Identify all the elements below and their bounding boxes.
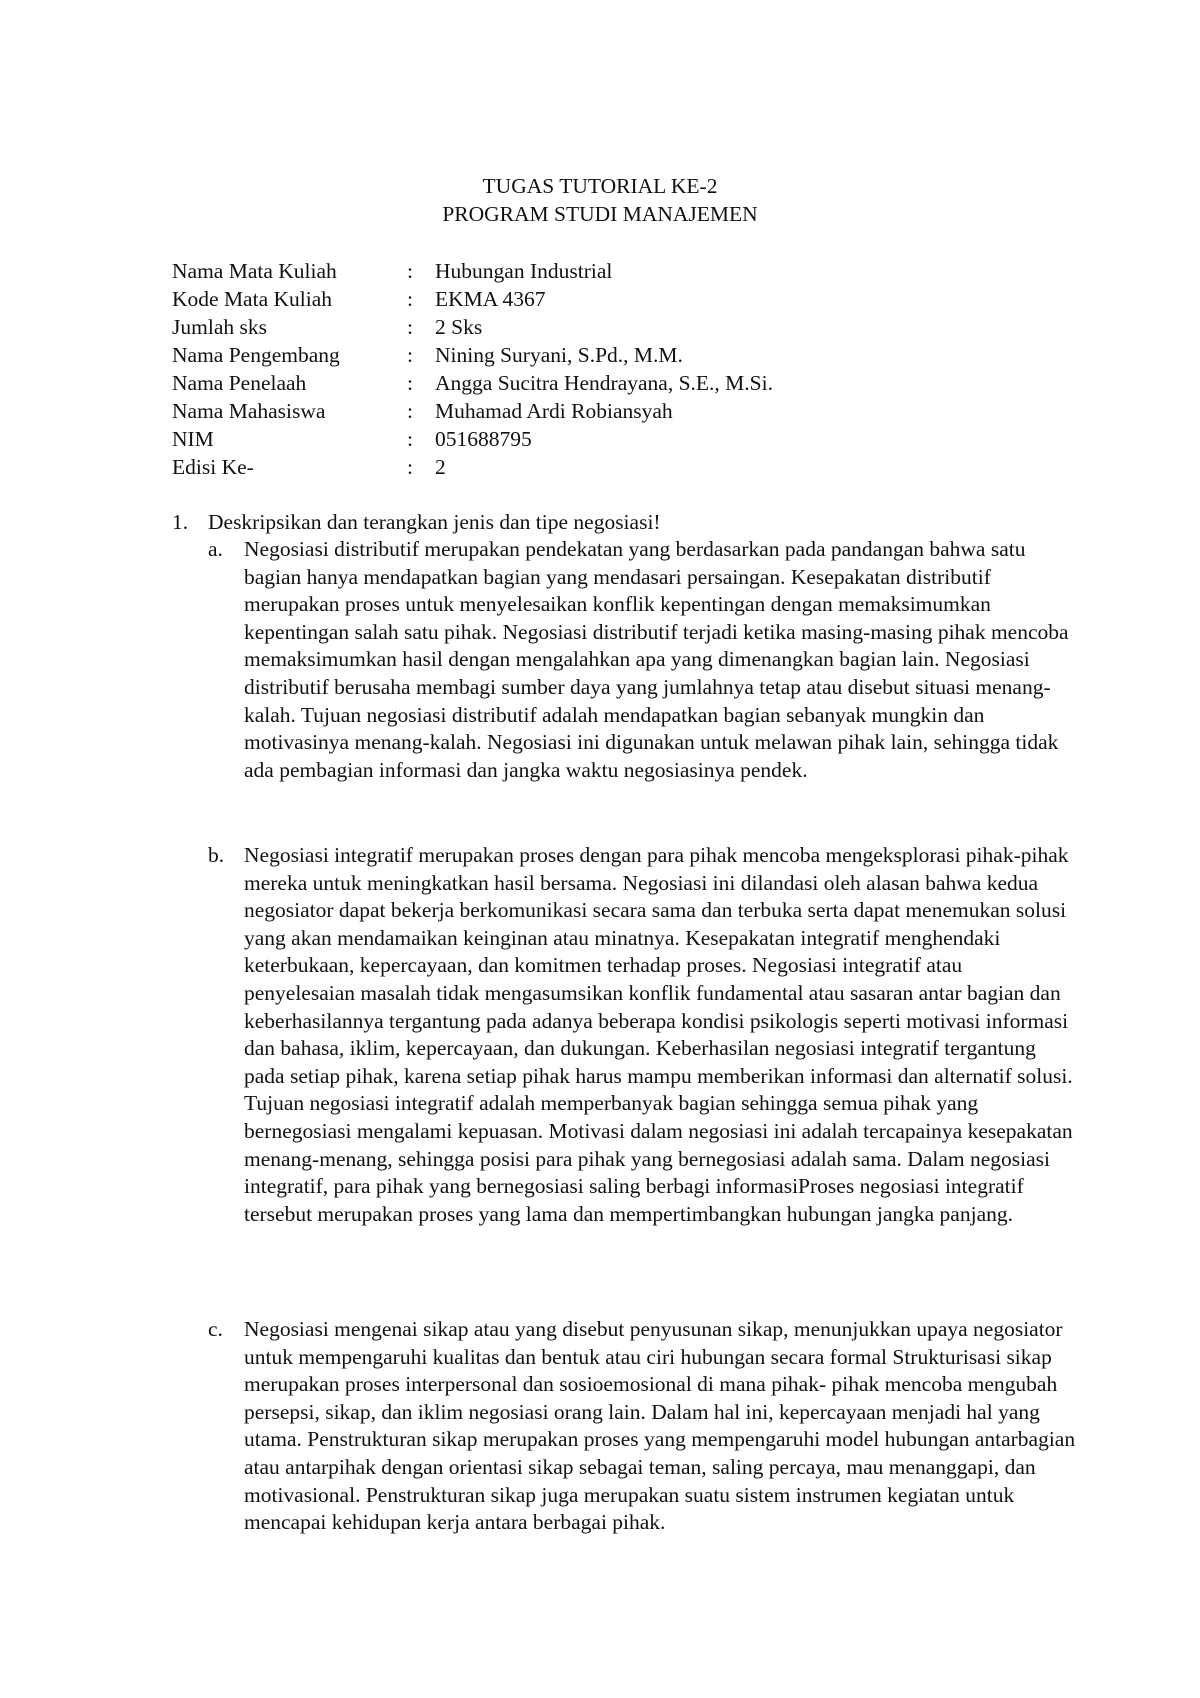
info-colon: : xyxy=(407,399,413,423)
info-label: NIM xyxy=(172,427,214,451)
item-letter: a. xyxy=(208,537,223,561)
question-number: 1. xyxy=(172,510,189,534)
info-value: Muhamad Ardi Robiansyah xyxy=(435,399,673,423)
answer-item-a xyxy=(208,536,1078,784)
info-label: Kode Mata Kuliah xyxy=(172,287,333,311)
info-value: Angga Sucitra Hendrayana, S.E., M.Si. xyxy=(435,371,773,395)
info-row-developer xyxy=(172,341,773,369)
info-row-reviewer xyxy=(172,369,773,397)
question-line xyxy=(172,508,1072,536)
answer-item-b xyxy=(208,842,1078,1228)
document-title: TUGAS TUTORIAL KE-2 xyxy=(482,174,718,198)
info-colon: : xyxy=(407,371,413,395)
info-row-edition xyxy=(172,453,773,481)
info-label: Nama Mahasiswa xyxy=(172,399,326,423)
info-value: 2 Sks xyxy=(435,315,483,339)
info-value: Hubungan Industrial xyxy=(435,259,613,283)
info-label: Nama Penelaah xyxy=(172,371,307,395)
info-label: Jumlah sks xyxy=(172,315,267,339)
info-value: Nining Suryani, S.Pd., M.M. xyxy=(435,343,683,367)
question-1 xyxy=(172,508,1072,536)
info-colon: : xyxy=(407,427,413,451)
info-row-course-name xyxy=(172,257,773,285)
course-info-table xyxy=(172,257,773,481)
info-colon: : xyxy=(407,259,413,283)
info-label: Nama Mata Kuliah xyxy=(172,259,337,283)
info-label: Edisi Ke- xyxy=(172,455,254,479)
item-letter: c. xyxy=(208,1317,223,1341)
info-row-course-code xyxy=(172,285,773,313)
info-colon: : xyxy=(407,287,413,311)
info-row-credits xyxy=(172,313,773,341)
info-value: EKMA 4367 xyxy=(435,287,546,311)
item-paragraph: Negosiasi distributif merupakan pendekatan yang berdasarkan pada pandangan bahwa satu bagian hanya mendapatkan bagian yang mendasari persaingan. Kesepakatan distributif merupakan proses untuk menyelesaikan konflik kepentingan dengan memaksimumkan kepentingan salah satu pihak. Negosiasi distributif terjadi ketika masing-masing pihak mencoba memaksimumkan hasil dengan mengalahkan apa yang dimenangkan bagian lain. Negosiasi distributif berusaha membagi sumber daya yang jumlahnya tetap atau disebut situasi menang-kalah. Tujuan negosiasi distributif adalah mendapatkan bagian sebanyak mungkin dan motivasinya menang-kalah. Negosiasi ini digunakan untuk melawan pihak lain, sehingga tidak ada pembagian informasi dan jangka waktu negosiasinya pendek. xyxy=(244,537,1069,782)
answer-item-c xyxy=(208,1316,1078,1537)
info-colon: : xyxy=(407,315,413,339)
info-colon: : xyxy=(407,343,413,367)
info-row-student-id xyxy=(172,425,773,453)
document-subtitle: PROGRAM STUDI MANAJEMEN xyxy=(442,202,758,226)
item-paragraph: Negosiasi integratif merupakan proses dengan para pihak mencoba mengeksplorasi pihak-pihak mereka untuk meningkatkan hasil bersama. Negosiasi ini dilandasi oleh alasan bahwa kedua negosiator dapat bekerja berkomunikasi secara sama dan terbuka serta dapat menemukan solusi yang akan mendamaikan keinginan atau minatnya. Kesepakatan integratif menghendaki keterbukaan, kepercayaan, dan komitmen terhadap proses. Negosiasi integratif atau penyelesaian masalah tidak mengasumsikan konflik fundamental atau sasaran antar bagian dan keberhasilannya tergantung pada adanya beberapa kondisi psikologis seperti motivasi informasi dan bahasa, iklim, kepercayaan, dan dukungan. Keberhasilan negosiasi integratif tergantung pada setiap pihak, karena setiap pihak harus mampu memberikan informasi dan alternatif solusi. Tujuan negosiasi integratif adalah memperbanyak bagian sehingga semua pihak yang bernegosiasi mengalami kepuasan. Motivasi dalam negosiasi ini adalah tercapainya kesepakatan menang-menang, sehingga posisi para pihak yang bernegosiasi adalah sama. Dalam negosiasi integratif, para pihak yang bernegosiasi saling berbagi informasiProses negosiasi integratif tersebut merupakan proses yang lama dan mempertimbangkan hubungan jangka panjang. xyxy=(244,843,1073,1226)
info-value: 051688795 xyxy=(435,427,532,451)
info-label: Nama Pengembang xyxy=(172,343,340,367)
question-text: Deskripsikan dan terangkan jenis dan tipe negosiasi! xyxy=(208,510,661,534)
item-letter: b. xyxy=(208,843,225,867)
info-colon: : xyxy=(407,455,413,479)
info-value: 2 xyxy=(435,455,446,479)
item-paragraph: Negosiasi mengenai sikap atau yang disebut penyusunan sikap, menunjukkan upaya negosiator untuk mempengaruhi kualitas dan bentuk atau ciri hubungan secara formal Strukturisasi sikap merupakan proses interpersonal dan sosioemosional di mana pihak- pihak mencoba mengubah persepsi, sikap, dan iklim negosiasi orang lain. Dalam hal ini, kepercayaan menjadi hal yang utama. Penstrukturan sikap merupakan proses yang mempengaruhi model hubungan antarbagian atau antarpihak dengan orientasi sikap sebagai teman, saling percaya, mau menanggapi, dan motivasional. Penstrukturan sikap juga merupakan suatu sistem instrumen kegiatan untuk mencapai kehidupan kerja antara berbagai pihak. xyxy=(244,1317,1076,1535)
info-row-student-name xyxy=(172,397,773,425)
